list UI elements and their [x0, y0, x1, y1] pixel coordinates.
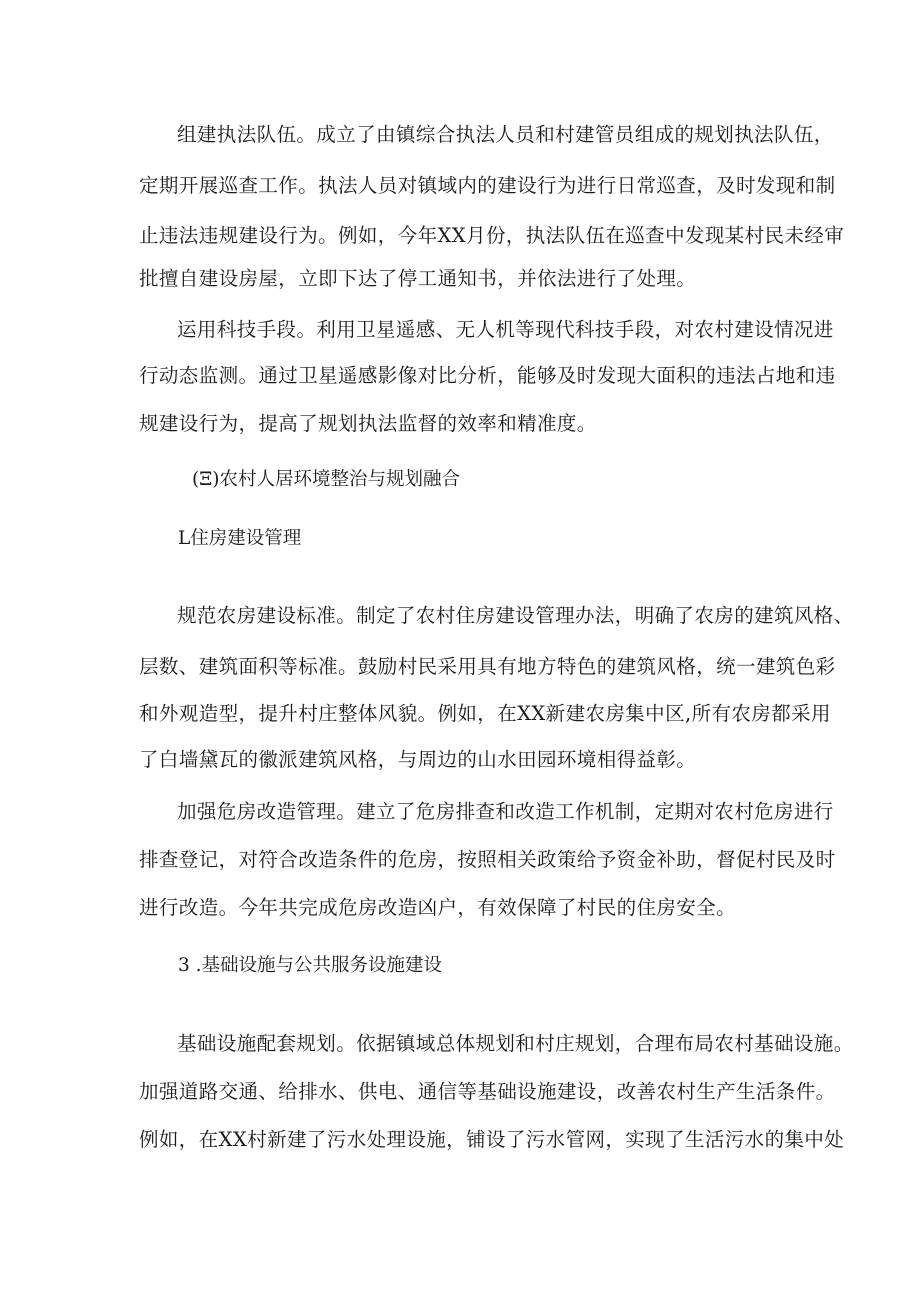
paragraph-line: 和外观造型，提升村庄整体风貌。例如，在XX新建农房集中区,所有农房都采用: [139, 702, 831, 725]
section-heading: (Ξ)农村人居环境整治与规划融合: [192, 469, 460, 490]
paragraph-line: 定期开展巡查工作。执法人员对镇域内的建设行为进行日常巡查，及时发现和制: [139, 174, 836, 197]
paragraph-line: 层数、建筑面积等标准。鼓励村民采用具有地方特色的建筑风格，统一建筑色彩: [139, 655, 836, 678]
paragraph-line: 行动态监测。通过卫星遥感影像对比分析，能够及时发现大面积的违法占地和违: [139, 364, 836, 387]
subsection-heading: L住房建设管理: [178, 528, 302, 549]
paragraph-line: 例如，在XX村新建了污水处理设施，铺设了污水管网，实现了生活污水的集中处: [139, 1128, 845, 1151]
paragraph-line: 止违法违规建设行为。例如，今年XX月份，执法队伍在巡查中发现某村民未经审: [139, 224, 845, 247]
paragraph-line: 加强危房改造管理。建立了危房排查和改造工作机制，定期对农村危房进行: [177, 800, 834, 823]
paragraph-line: 加强道路交通、给排水、供电、通信等基础设施建设，改善农村生产生活条件。: [139, 1080, 836, 1103]
paragraph-line: 批擅自建设房屋，立即下达了停工通知书，并依法进行了处理。: [139, 267, 697, 290]
paragraph-line: 基础设施配套规划。依据镇域总体规划和村庄规划，合理布局农村基础设施。: [177, 1032, 854, 1055]
paragraph-line: 了白墙黛瓦的徽派建筑风格，与周边的山水田园环境相得益彰。: [139, 748, 697, 771]
paragraph-line: 进行改造。今年共完成危房改造凶户，有效保障了村民的住房安全。: [139, 896, 737, 919]
subsection-heading: 3 .基础设施与公共服务设施建设: [178, 955, 443, 976]
paragraph-line: 组建执法队伍。成立了由镇综合执法人员和村建管员组成的规划执法队伍，: [177, 123, 834, 146]
paragraph-line: 排查登记，对符合改造条件的危房，按照相关政策给予资金补助，督促村民及时: [139, 848, 836, 871]
paragraph-line: 规范农房建设标准。制定了农村住房建设管理办法，明确了农房的建筑风格、: [177, 604, 854, 627]
paragraph-line: 运用科技手段。利用卫星遥感、无人机等现代科技手段，对农村建设情况进: [177, 318, 834, 341]
paragraph-line: 规建设行为，提高了规划执法监督的效率和精准度。: [139, 412, 597, 435]
